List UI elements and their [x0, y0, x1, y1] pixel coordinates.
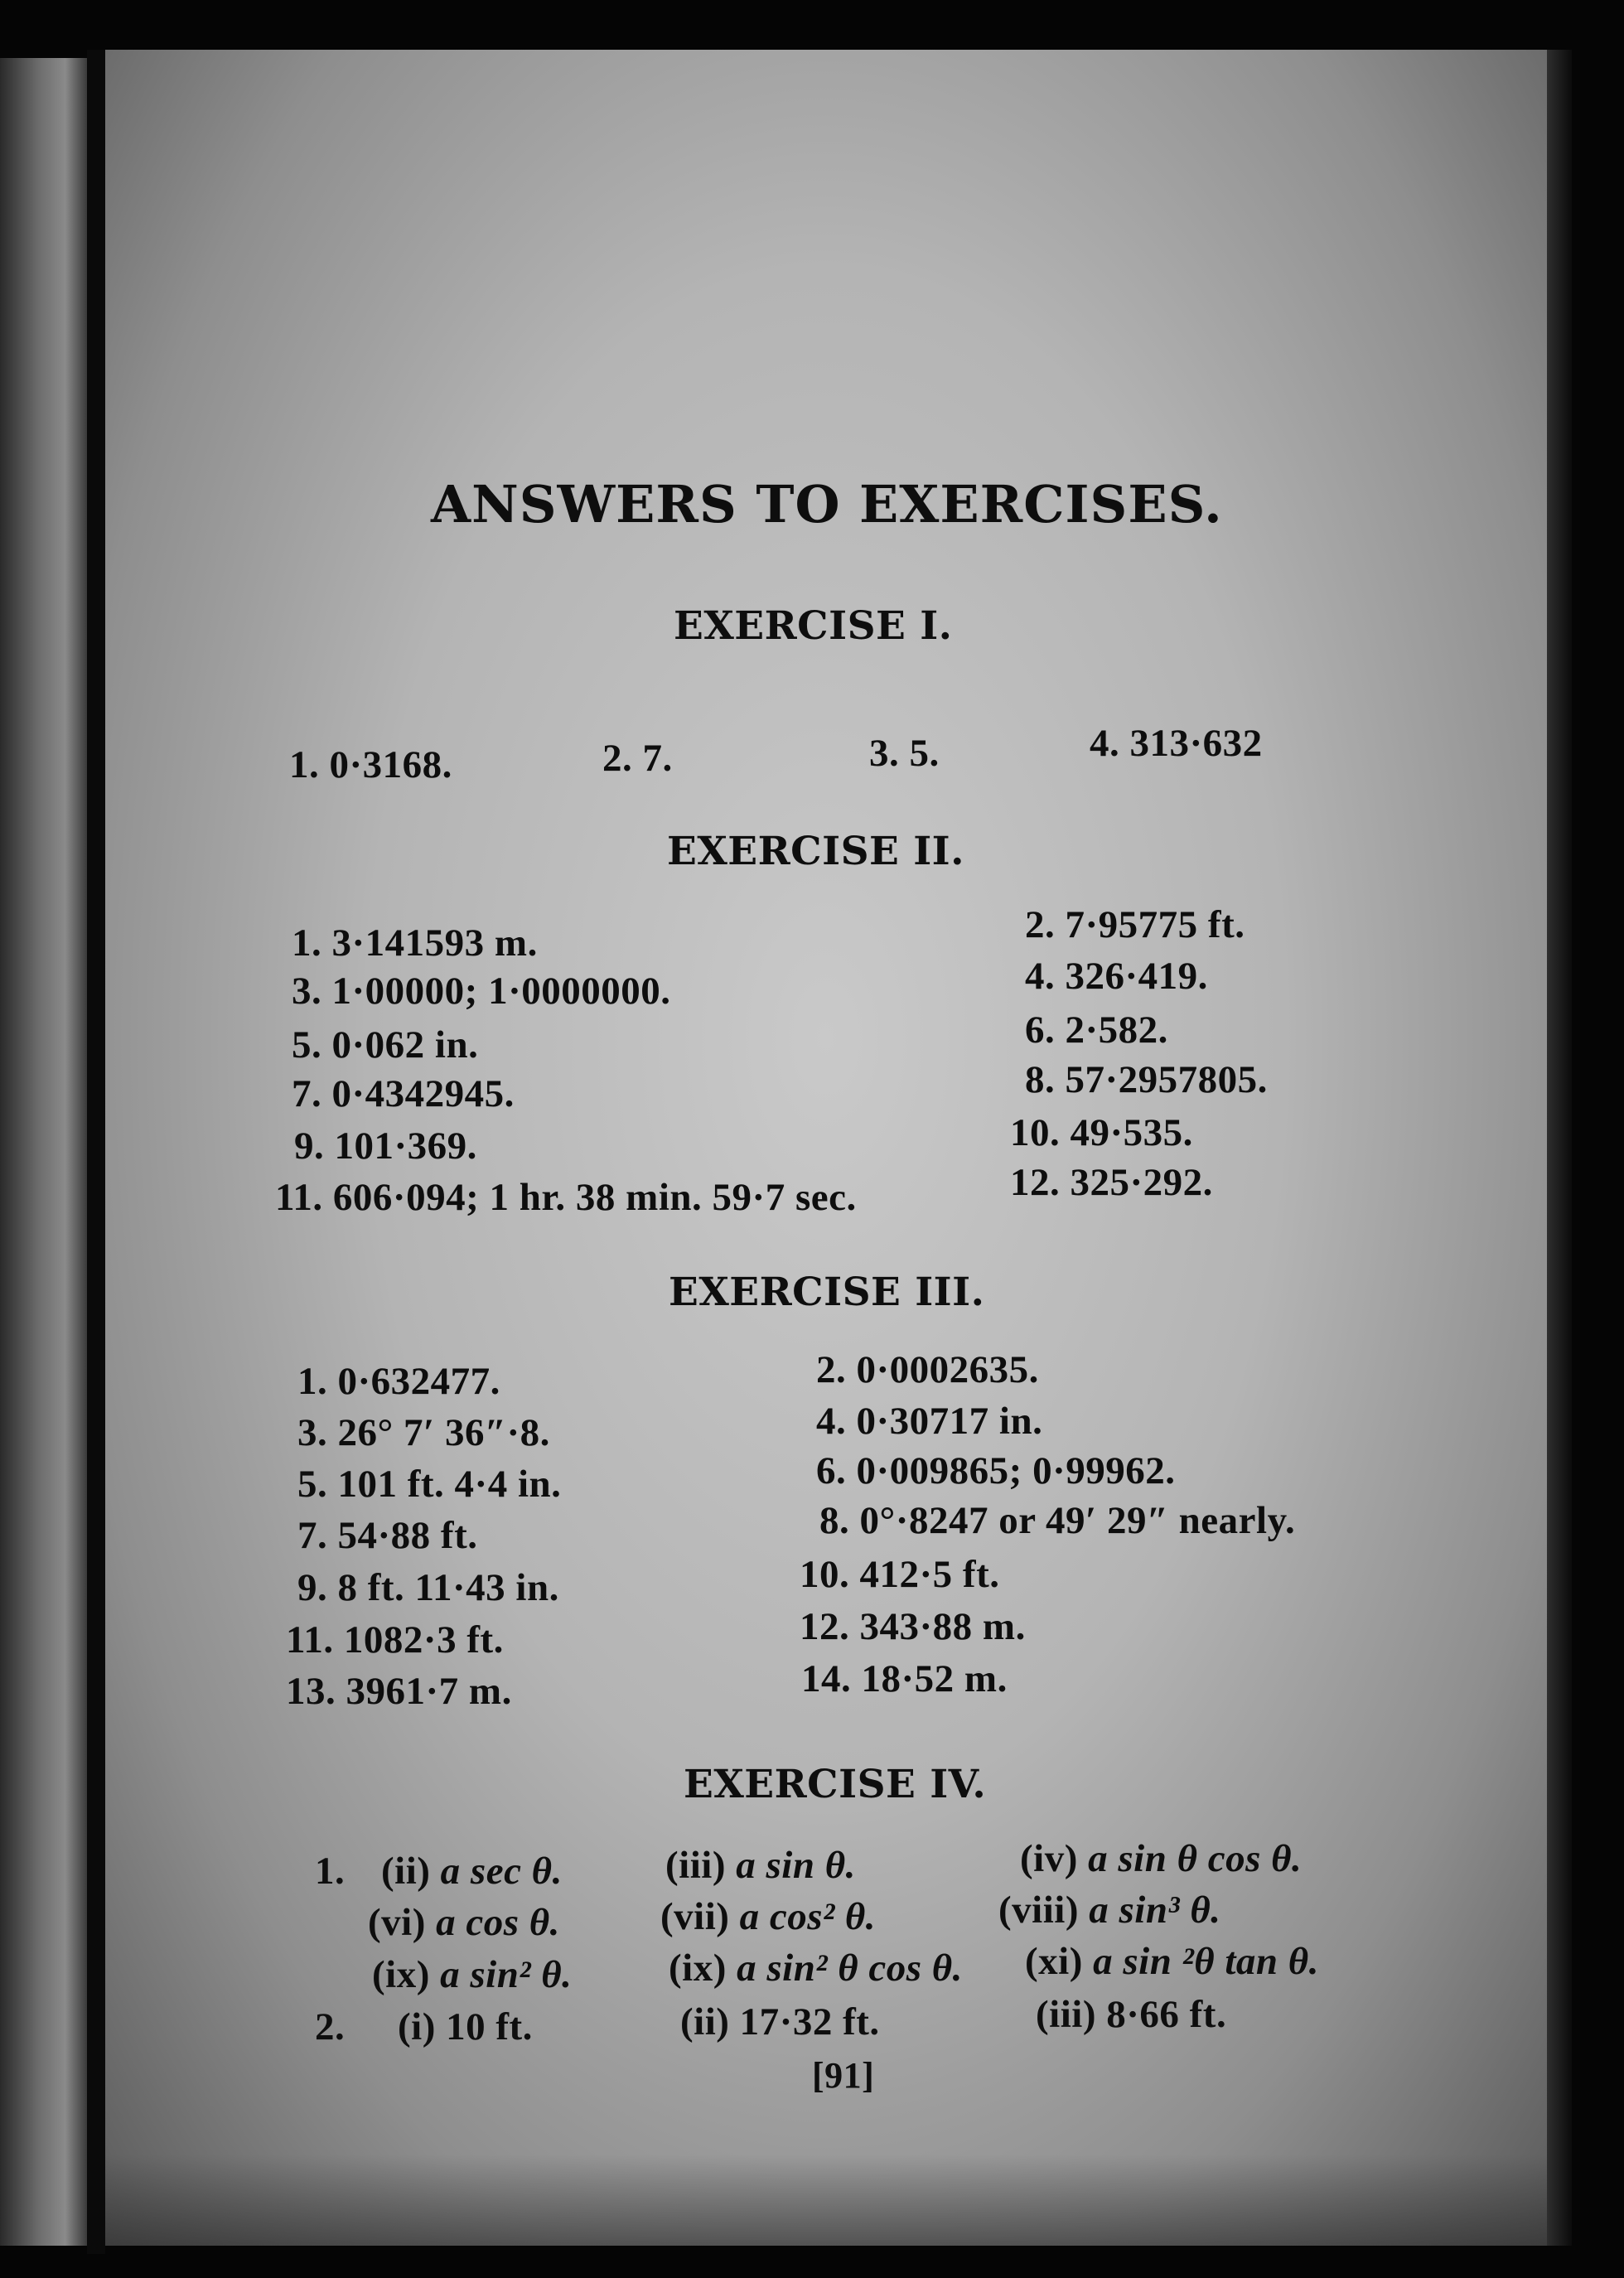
ex3-answer-14-text: 18·52 m. — [861, 1657, 1008, 1700]
ex4-q2-part-i-label: (i) — [398, 2005, 436, 2048]
ex2-answer-11-text: 606·094; 1 hr. 38 min. 59·7 sec. — [332, 1176, 857, 1219]
ex4-q2-part-ii-label: (ii) — [680, 2000, 730, 2043]
ex2-answer-11-number: 11. — [275, 1176, 323, 1219]
ex4-question-2-number: 2. — [315, 2005, 346, 2048]
ex3-answer-8-number: 8. — [819, 1499, 850, 1542]
ex4-part-ix-second — [669, 1949, 963, 1988]
ex3-answer-14-number: 14. — [801, 1657, 852, 1700]
ex4-part-vii-label: (vii) — [660, 1895, 730, 1938]
ex3-answer-7-text: 54·88 ft. — [337, 1514, 478, 1557]
ex4-part-xi — [1025, 1942, 1319, 1981]
ex4-question-1-number: 1. — [315, 1850, 346, 1893]
exercise-2-heading: EXERCISE II. — [667, 829, 965, 874]
ex4-part-iv-text: a sin θ cos θ. — [1088, 1837, 1303, 1880]
ex4-part-viii-label: (viii) — [998, 1889, 1079, 1932]
ex1-answer-1 — [289, 743, 452, 786]
ex4-part-ii-label: (ii) — [381, 1850, 431, 1893]
ex3-answer-11-number: 11. — [286, 1618, 334, 1661]
ex3-answer-11 — [286, 1618, 504, 1661]
ex2-answer-2-number: 2. — [1025, 903, 1056, 946]
ex3-answer-5-number: 5. — [297, 1463, 328, 1506]
ex3-answer-10-text: 412·5 ft. — [859, 1553, 1000, 1596]
ex2-answer-5-text: 0·062 in. — [331, 1023, 479, 1066]
ex2-answer-10-number: 10. — [1010, 1111, 1061, 1154]
ex1-answer-3-number: 3. — [869, 732, 900, 775]
page-title: ANSWERS TO EXERCISES. — [431, 474, 1223, 534]
ex3-answer-11-text: 1082·3 ft. — [343, 1618, 504, 1661]
ex2-answer-7-number: 7. — [292, 1072, 322, 1115]
ex2-answer-2-text: 7·95775 ft. — [1065, 903, 1245, 946]
ex3-answer-4-text: 0·30717 in. — [856, 1400, 1043, 1443]
ex3-answer-9-text: 8 ft. 11·43 in. — [337, 1566, 559, 1609]
book-spine-shadow — [87, 50, 105, 2254]
ex2-answer-7-text: 0·4342945. — [331, 1072, 515, 1115]
ex1-answer-2 — [602, 739, 673, 778]
ex3-answer-2 — [816, 1348, 1039, 1391]
ex3-answer-1-text: 0·632477. — [337, 1360, 500, 1403]
ex2-answer-3-number: 3. — [292, 970, 322, 1013]
ex4-q2-part-ii-text: 17·32 ft. — [739, 2000, 880, 2043]
ex1-answer-4-text: 313·632 — [1129, 722, 1263, 765]
ex4-part-vi-label: (vi) — [368, 1901, 426, 1944]
ex4-part-vi — [368, 1903, 560, 1942]
book-page — [105, 50, 1547, 2246]
ex2-answer-9-number: 9. — [294, 1124, 325, 1168]
ex2-answer-11 — [275, 1178, 857, 1217]
ex3-answer-12-text: 343·88 m. — [859, 1605, 1026, 1648]
ex2-answer-1-text: 3·141593 m. — [331, 921, 538, 965]
ex3-answer-12 — [800, 1605, 1026, 1648]
ex3-answer-1-number: 1. — [297, 1360, 328, 1403]
ex2-answer-1 — [292, 921, 538, 965]
ex1-answer-2-text: 7. — [642, 737, 673, 780]
ex3-answer-3-text: 26° 7′ 36″·8. — [337, 1411, 550, 1454]
page-bottom-shadow — [105, 2155, 1547, 2246]
ex4-part-ix-second-text: a sin² θ cos θ. — [737, 1947, 963, 1990]
page-number: [91] — [812, 2055, 875, 2096]
ex3-answer-3-number: 3. — [297, 1411, 328, 1454]
ex4-q2-part-i-text: 10 ft. — [446, 2005, 533, 2048]
ex4-q2-part-iii — [1036, 1995, 1226, 2034]
ex2-answer-10-text: 49·535. — [1070, 1111, 1193, 1154]
ex4-part-viii-text: a sin³ θ. — [1089, 1889, 1221, 1932]
ex4-part-iii-text: a sin θ. — [736, 1844, 856, 1887]
ex2-answer-3 — [292, 972, 671, 1011]
ex4-part-ix-first — [372, 1953, 573, 1996]
ex4-part-vi-text: a cos θ. — [436, 1901, 560, 1944]
ex2-answer-4-number: 4. — [1025, 955, 1056, 998]
ex3-answer-13-number: 13. — [286, 1670, 336, 1713]
adjacent-page-edge — [0, 58, 87, 2246]
ex2-answer-8 — [1025, 1058, 1268, 1101]
ex1-answer-3 — [869, 734, 940, 773]
ex3-answer-8-text: 0°·8247 or 49′ 29″ nearly. — [859, 1499, 1296, 1542]
ex1-answer-4-number: 4. — [1090, 722, 1120, 765]
ex4-part-ix-second-label: (ix) — [669, 1947, 727, 1990]
ex2-answer-6-text: 2·582. — [1065, 1008, 1168, 1052]
ex3-answer-9 — [297, 1566, 559, 1609]
ex1-answer-1-text: 0·3168. — [329, 743, 452, 786]
ex3-answer-5-text: 101 ft. 4·4 in. — [337, 1463, 562, 1506]
ex2-answer-3-text: 1·00000; 1·0000000. — [331, 970, 671, 1013]
ex4-part-iv — [1020, 1837, 1303, 1880]
ex4-part-xi-label: (xi) — [1025, 1940, 1083, 1983]
exercise-1-heading: EXERCISE I. — [674, 603, 953, 649]
ex2-answer-6 — [1025, 1008, 1168, 1052]
ex2-answer-12-text: 325·292. — [1070, 1161, 1213, 1204]
ex3-answer-9-number: 9. — [297, 1566, 328, 1609]
ex2-answer-12-number: 12. — [1010, 1161, 1061, 1204]
ex1-answer-2-number: 2. — [602, 737, 633, 780]
ex4-q2-part-iii-text: 8·66 ft. — [1106, 1993, 1227, 2036]
ex2-answer-5 — [292, 1023, 479, 1066]
ex3-answer-6 — [816, 1449, 1176, 1492]
ex3-answer-10 — [800, 1555, 999, 1594]
page-right-edge — [1547, 50, 1572, 2246]
ex3-answer-3 — [297, 1411, 550, 1454]
ex2-answer-2 — [1025, 903, 1245, 946]
ex4-part-ii — [381, 1852, 563, 1891]
ex4-part-viii — [998, 1891, 1220, 1930]
ex3-answer-5 — [297, 1465, 561, 1504]
ex3-answer-2-text: 0·0002635. — [856, 1348, 1039, 1391]
ex3-answer-14 — [801, 1657, 1008, 1700]
ex3-answer-1 — [297, 1362, 500, 1401]
ex3-answer-8 — [819, 1499, 1296, 1542]
ex3-answer-2-number: 2. — [816, 1348, 847, 1391]
ex4-part-iii — [665, 1846, 856, 1885]
ex4-part-iv-label: (iv) — [1020, 1837, 1078, 1880]
ex4-part-ix-first-label: (ix) — [372, 1953, 430, 1996]
ex3-answer-13-text: 3961·7 m. — [346, 1670, 512, 1713]
ex3-answer-4-number: 4. — [816, 1400, 847, 1443]
ex2-answer-4-text: 326·419. — [1065, 955, 1208, 998]
ex3-answer-7 — [297, 1516, 477, 1555]
ex3-answer-7-number: 7. — [297, 1514, 328, 1557]
ex2-answer-4 — [1025, 957, 1208, 996]
ex2-answer-6-number: 6. — [1025, 1008, 1056, 1052]
ex3-answer-6-number: 6. — [816, 1449, 847, 1492]
exercise-4-heading: EXERCISE IV. — [684, 1762, 987, 1807]
ex4-q2-part-i — [398, 2005, 533, 2048]
ex4-part-ii-text: a sec θ. — [440, 1850, 563, 1893]
ex2-answer-8-number: 8. — [1025, 1058, 1056, 1101]
ex3-answer-6-text: 0·009865; 0·99962. — [856, 1449, 1176, 1492]
ex3-answer-12-number: 12. — [800, 1605, 850, 1648]
ex2-answer-1-number: 1. — [292, 921, 322, 965]
ex1-answer-1-number: 1. — [289, 743, 320, 786]
ex3-answer-10-number: 10. — [800, 1553, 850, 1596]
ex2-answer-9-text: 101·369. — [334, 1124, 477, 1168]
ex3-answer-13 — [286, 1672, 512, 1711]
ex4-part-xi-text: a sin ²θ tan θ. — [1093, 1940, 1319, 1983]
ex2-answer-7 — [292, 1072, 515, 1115]
ex4-part-ix-first-text: a sin² θ. — [440, 1953, 573, 1996]
ex1-answer-4 — [1090, 724, 1263, 763]
ex4-q2-part-ii — [680, 2000, 880, 2043]
ex2-answer-8-text: 57·2957805. — [1065, 1058, 1268, 1101]
ex2-answer-12 — [1010, 1163, 1213, 1202]
ex4-part-iii-label: (iii) — [665, 1844, 726, 1887]
ex4-q2-part-iii-label: (iii) — [1036, 1993, 1096, 2036]
ex1-answer-3-text: 5. — [909, 732, 940, 775]
ex3-answer-4 — [816, 1402, 1042, 1441]
exercise-3-heading: EXERCISE III. — [669, 1270, 985, 1315]
ex2-answer-9 — [294, 1124, 477, 1168]
ex4-part-vii-text: a cos² θ. — [739, 1895, 877, 1938]
ex2-answer-5-number: 5. — [292, 1023, 322, 1066]
ex2-answer-10 — [1010, 1111, 1193, 1154]
ex4-part-vii — [660, 1895, 877, 1938]
